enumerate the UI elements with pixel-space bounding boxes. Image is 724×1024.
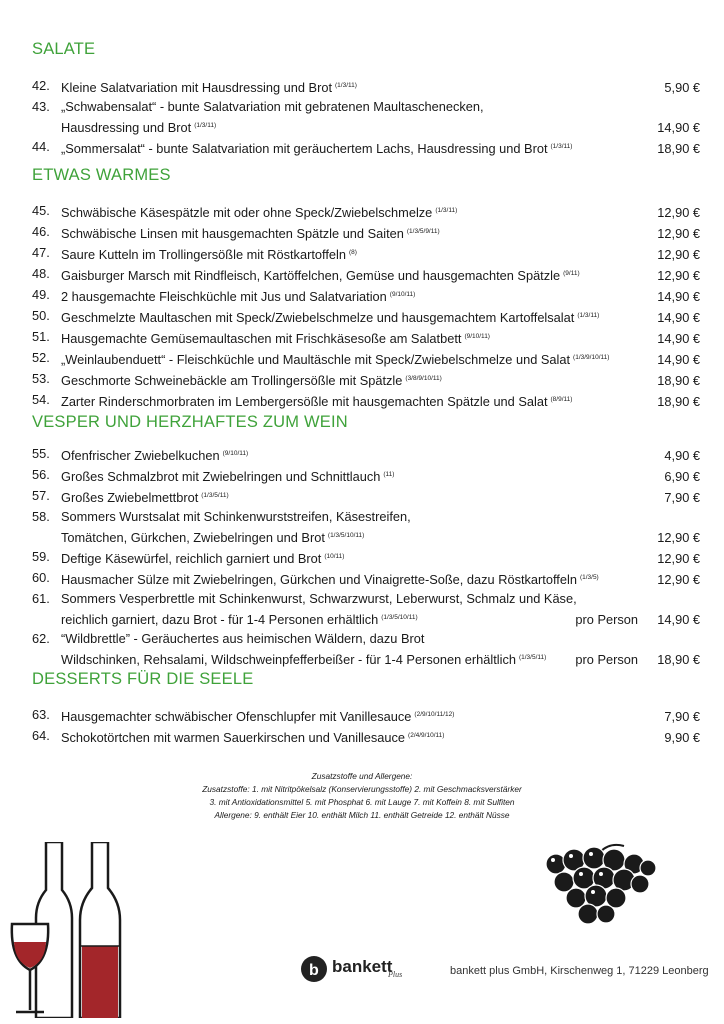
section-items [32,76,700,158]
item-price: 9,90 € [664,730,700,745]
item-text: reichlich garniert, dazu Brot - für 1-4 Personen erhältlich [61,612,379,627]
allergen-codes: (1/3/11) [550,143,573,150]
item-text: 2 hausgemachte Fleischküchle mit Jus und Salatvariation [61,289,387,304]
item-number: 46. [32,224,50,239]
item-text: Deftige Käsewürfel, reichlich garniert und Brot [61,551,322,566]
item-number: 64. [32,728,50,743]
item-price: 18,90 € [657,652,700,667]
item-price: 12,90 € [657,268,700,283]
item-number: 47. [32,245,50,260]
item-text-line [61,116,624,137]
item-description [61,285,624,306]
item-price: 7,90 € [664,490,700,505]
item-text: Tomätchen, Gürkchen, Zwiebelringen und Brot [61,530,325,545]
item-text-line [61,526,624,547]
item-text: „Schwabensalat“ - bunte Salatvariation mit gebratenen Maultaschenecken, [61,99,484,114]
item-description [61,629,624,669]
menu-item [32,444,700,465]
item-text-line [61,608,624,629]
section-items [32,705,700,747]
item-price: 14,90 € [657,289,700,304]
item-price: 14,90 € [657,310,700,325]
item-number: 59. [32,549,50,564]
price-unit: pro Person [575,652,638,667]
allergen-codes: (1/3/11) [194,122,217,129]
item-text: Schwäbische Linsen mit hausgemachten Spätzle und Saiten [61,226,404,241]
item-text: Hausgemachter schwäbischer Ofenschlupfer mit Vanillesauce [61,709,412,724]
allergen-codes: (1/3/9/10/11) [573,354,610,361]
item-text: Gaisburger Marsch mit Rindfleisch, Kartöffelchen, Gemüse und hausgemachten Spätzle [61,268,561,283]
notes-additives: Zusatzstoffe: 1. mit Nitritpökelsalz (Konservierungsstoffe) 2. mit Geschmacksverstärker [202,784,522,794]
allergen-codes: (8/9/11) [550,396,573,403]
item-description [61,568,624,589]
item-text-line [61,390,624,411]
item-description [61,507,624,547]
item-number: 42. [32,78,50,93]
item-price: 12,90 € [657,572,700,587]
item-text-line [61,726,624,747]
item-text-line [61,201,624,222]
item-number: 57. [32,488,50,503]
item-text-line [61,369,624,390]
item-text: Wildschinken, Rehsalami, Wildschweinpfefferbeißer - für 1-4 Personen erhältlich [61,652,516,667]
menu-item [32,629,700,669]
menu-item [32,306,700,327]
allergen-codes: (2/4/9/10/11) [408,732,445,739]
item-description [61,222,624,243]
item-text: Sommers Vesperbrettle mit Schinkenwurst, Schwarzwurst, Leberwurst, Schmalz und Käse, [61,591,577,606]
section-items [32,201,700,411]
item-number: 45. [32,203,50,218]
item-text-line [61,137,624,158]
item-price: 14,90 € [657,352,700,367]
allergen-codes: (1/3/5/11) [201,492,229,499]
allergen-codes: (10/11) [324,553,345,560]
item-text-line [61,222,624,243]
item-number: 61. [32,591,50,606]
menu-item [32,285,700,306]
item-price: 12,90 € [657,205,700,220]
menu-item [32,705,700,726]
item-description [61,327,624,348]
company-address: bankett plus GmbH, Kirschenweg 1, 71229 Leonberg [450,965,709,977]
item-description [61,348,624,369]
menu-item [32,568,700,589]
item-text-line [61,264,624,285]
menu-item [32,390,700,411]
item-description [61,306,624,327]
item-description [61,486,624,507]
allergen-codes: (1/3/11) [577,312,600,319]
item-number: 63. [32,707,50,722]
item-description [61,465,624,486]
item-description [61,369,624,390]
item-number: 49. [32,287,50,302]
item-number: 48. [32,266,50,281]
item-text-line [61,306,624,327]
item-text-line [61,568,624,589]
menu-item [32,726,700,747]
item-price: 12,90 € [657,247,700,262]
item-price: 18,90 € [657,141,700,156]
item-text-line [61,465,624,486]
item-text-line [61,629,624,648]
item-price: 14,90 € [657,120,700,135]
item-price: 12,90 € [657,530,700,545]
item-text-line [61,76,624,97]
section-title: SALATE [32,40,96,58]
item-description [61,726,624,747]
menu-item [32,97,700,137]
item-text-line [61,547,624,568]
item-price: 14,90 € [657,612,700,627]
wine-bottle-glass-icon [8,842,128,1018]
allergen-codes: (9/11) [563,270,580,277]
item-text: Kleine Salatvariation mit Hausdressing und Brot [61,80,333,95]
item-price: 7,90 € [664,709,700,724]
allergen-codes: (9/10/11) [389,291,416,298]
allergen-codes: (1/3/5) [579,574,599,581]
allergen-notes [150,770,574,822]
item-description [61,705,624,726]
item-number: 58. [32,509,50,524]
item-text: Geschmorte Schweinebäckle am Trollingersößle mit Spätzle [61,373,403,388]
allergen-codes: (2/9/10/11/12) [414,711,455,718]
notes-heading: Zusatzstoffe und Allergene: [311,771,413,781]
menu-item [32,137,700,158]
item-text-line [61,507,624,526]
item-description [61,390,624,411]
menu-item [32,264,700,285]
item-text-line [61,444,624,465]
item-description [61,97,624,137]
menu-item [32,327,700,348]
item-description [61,264,624,285]
item-price: 4,90 € [664,448,700,463]
item-number: 43. [32,99,50,114]
menu-item [32,465,700,486]
item-text: Schwäbische Käsespätzle mit oder ohne Speck/Zwiebelschmelze [61,205,433,220]
item-description [61,243,624,264]
menu-item [32,547,700,568]
price-unit: pro Person [575,612,638,627]
item-number: 60. [32,570,50,585]
allergen-codes: (1/3/11) [435,207,458,214]
section-items [32,444,700,669]
item-price: 6,90 € [664,469,700,484]
allergen-codes: (1/3/5/11) [518,654,547,661]
item-text-line [61,348,624,369]
allergen-codes: (1/3/11) [335,82,357,89]
item-text-line [61,705,624,726]
item-text: Geschmelzte Maultaschen mit Speck/Zwiebelschmelze und hausgemachtem Kartoffelsalat [61,310,575,325]
item-text: Hausdressing und Brot [61,120,192,135]
section-title: DESSERTS FÜR DIE SEELE [32,670,254,688]
item-price: 5,90 € [664,80,700,95]
item-description [61,444,624,465]
allergen-codes: (1/3/5/10/11) [381,614,418,621]
item-price: 18,90 € [657,373,700,388]
item-number: 62. [32,631,50,646]
item-number: 53. [32,371,50,386]
item-text-line [61,243,624,264]
section-title: VESPER UND HERZHAFTES ZUM WEIN [32,413,348,431]
menu-item [32,486,700,507]
item-text: Großes Zwiebelmettbrot [61,490,199,505]
menu-item [32,369,700,390]
item-text: Zarter Rinderschmorbraten im Lembergersößle mit hausgemachten Spätzle und Salat [61,394,548,409]
item-number: 54. [32,392,50,407]
item-text: Großes Schmalzbrot mit Zwiebelringen und Schnittlauch [61,469,381,484]
allergen-codes: (3/8/9/10/11) [405,375,442,382]
menu-item [32,348,700,369]
item-number: 55. [32,446,50,461]
item-text-line [61,486,624,507]
allergen-codes: (8) [348,249,357,256]
svg-text:b: b [309,962,319,979]
item-price: 12,90 € [657,226,700,241]
allergen-codes: (11) [383,471,395,478]
item-description [61,201,624,222]
menu-item [32,222,700,243]
menu-item [32,589,700,629]
grape-bunch-icon [540,842,660,928]
item-number: 50. [32,308,50,323]
allergen-codes: (9/10/11) [464,333,490,340]
allergen-codes: (9/10/11) [222,450,249,457]
item-text: „Weinlaubenduett“ - Fleischküchle und Maultäschle mit Speck/Zwiebelschmelze und Salat [61,352,571,367]
item-text-line [61,327,624,348]
item-description [61,547,624,568]
item-text: Hausmacher Sülze mit Zwiebelringen, Gürkchen und Vinaigrette-Soße, dazu Röstkartoffeln [61,572,577,587]
item-text: “Wildbrettle” - Geräuchertes aus heimischen Wäldern, dazu Brot [61,631,425,646]
item-number: 51. [32,329,50,344]
notes-allergens: Allergene: 9. enthält Eier 10. enthält Milch 11. enthält Getreide 12. enthält Nüsse [214,810,510,820]
brand-script: Plus [388,970,403,979]
item-text-line [61,285,624,306]
item-price: 12,90 € [657,551,700,566]
item-number: 56. [32,467,50,482]
item-price: 18,90 € [657,394,700,409]
item-description [61,76,624,97]
item-text: „Sommersalat“ - bunte Salatvariation mit geräuchertem Lachs, Hausdressing und Brot [61,141,548,156]
item-price: 14,90 € [657,331,700,346]
section-title: ETWAS WARMES [32,166,171,184]
menu-item [32,76,700,97]
item-description [61,589,624,629]
item-text-line [61,97,624,116]
item-text: Schokotörtchen mit warmen Sauerkirschen und Vanillesauce [61,730,406,745]
item-text: Saure Kutteln im Trollingersößle mit Röstkartoffeln [61,247,346,262]
notes-additives-2: 3. mit Antioxidationsmittel 5. mit Phosphat 6. mit Lauge 7. mit Koffein 8. mit Sulfiten [209,797,515,807]
item-description [61,137,624,158]
menu-item [32,201,700,222]
item-number: 44. [32,139,50,154]
item-text: Ofenfrischer Zwiebelkuchen [61,448,220,463]
menu-item [32,507,700,547]
bankett-logo-icon [300,955,328,983]
menu-item [32,243,700,264]
item-text: Hausgemachte Gemüsemaultaschen mit Frischkäsesoße am Salatbett [61,331,462,346]
allergen-codes: (1/3/5/10/11) [327,532,365,539]
item-text-line [61,648,624,669]
item-text-line [61,589,624,608]
brand-name: bankett [332,957,393,976]
item-number: 52. [32,350,50,365]
item-text: Sommers Wurstsalat mit Schinkenwurststreifen, Käsestreifen, [61,509,411,524]
allergen-codes: (1/3/5/9/11) [406,228,440,235]
